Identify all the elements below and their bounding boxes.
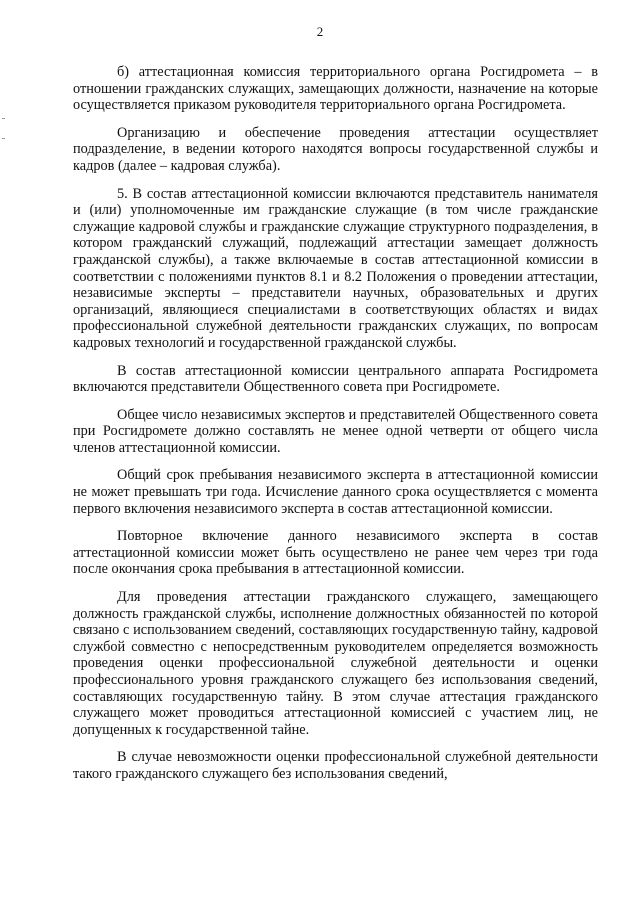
- paragraph-hr-service: Организацию и обеспечение проведения аттестации осуществляет подразделение, в ведении которого находятся вопросы государственной службы и кадров (далее – кадровая служба).: [73, 124, 598, 174]
- paragraph-expert-term: Общий срок пребывания независимого эксперта в аттестационной комиссии не может превышать три года. Исчисление данного срока осуществляется с момента первого включения независимого эксперта в состав аттестационной комиссии.: [73, 467, 598, 517]
- paragraph-impossibility: В случае невозможности оценки профессиональной служебной деятельности такого гражданского служащего без использования сведений,: [73, 749, 598, 782]
- document-body: [73, 64, 598, 783]
- paragraph-experts-quota: Общее число независимых экспертов и представителей Общественного совета при Росгидромете должно составлять не менее одной четверти от общего числа членов аттестационной комиссии.: [73, 406, 598, 456]
- scan-margin-mark: [2, 138, 5, 139]
- page-number: 2: [316, 24, 324, 39]
- paragraph-repeated-inclusion: Повторное включение данного независимого эксперта в состав аттестационной комиссии может быть осуществлено не ранее чем через три года после окончания срока пребывания в аттестационной комиссии.: [73, 528, 598, 578]
- paragraph-b-territorial-commission: б) аттестационная комиссия территориального органа Росгидромета – в отношении гражданских служащих, замещающих должности, назначение на которые осуществляется приказом руководителя территориального органа Росгидромета.: [73, 64, 598, 114]
- paragraph-state-secret: Для проведения аттестации гражданского служащего, замещающего должность гражданской службы, исполнение должностных обязанностей по которой связано с использованием сведений, составляющих государственную тайну, кадровой службой совместно с непосредственным руководителем определяется возможность проведения оценки профессиональной служебной деятельности и оценки профессионального уровня гражданского служащего без использования сведений, составляющих государственную тайну. В этом случае аттестация гражданского служащего может проводиться аттестационной комиссией с участием лиц, не допущенных к государственной тайне.: [73, 589, 598, 738]
- scan-margin-mark: [2, 118, 5, 119]
- paragraph-public-council: В состав аттестационной комиссии центрального аппарата Росгидромета включаются представители Общественного совета при Росгидромете.: [73, 362, 598, 396]
- paragraph-5-commission-composition: 5. В состав аттестационной комиссии включаются представитель нанимателя и (или) уполномоченные им гражданские служащие (в том числе гражданские служащие кадровой службы и гражданские служащие структурного подразделения, в котором гражданский служащий, подлежащий аттестации замещает должность гражданской службы), а также включаемые в состав аттестационной комиссии в соответствии с положениями пунктов 8.1 и 8.2 Положения о проведении аттестации, независимые эксперты – представители научных, образовательных и других организаций, являющиеся специалистами в соответствующих областях и видах профессиональной служебной деятельности гражданских служащих, по вопросам кадровых технологий и государственной гражданской службы.: [73, 185, 598, 351]
